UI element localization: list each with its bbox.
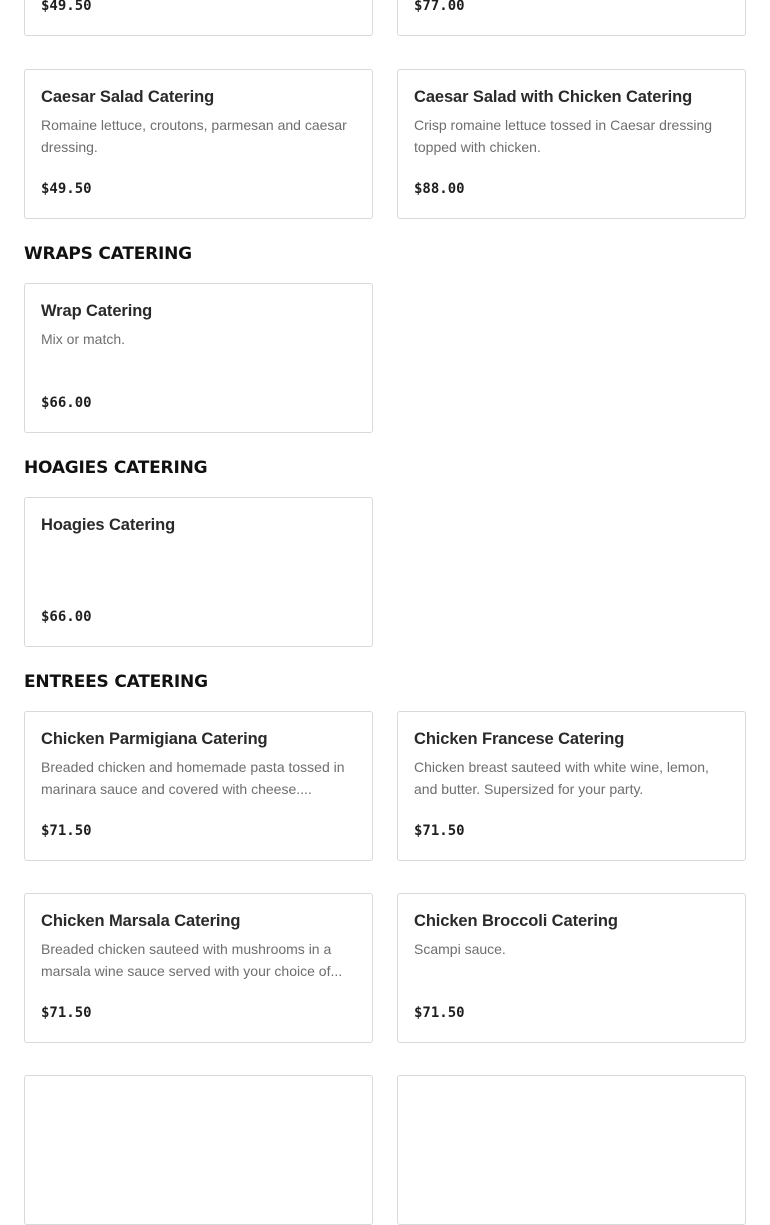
section-heading-wraps: WRAPS CATERING bbox=[24, 244, 192, 264]
item-title: Caesar Salad Catering bbox=[41, 88, 215, 106]
item-title: Wrap Catering bbox=[41, 302, 153, 320]
item-price: $66.00 bbox=[41, 395, 92, 411]
item-description: Breaded chicken and homemade pasta tossed in marinara sauce and covered with cheese.... bbox=[41, 759, 345, 797]
item-title: Chicken Marsala Catering bbox=[41, 912, 241, 930]
menu-item-card[interactable] bbox=[24, 1075, 373, 1225]
section-heading-hoagies: HOAGIES CATERING bbox=[24, 458, 208, 478]
menu-item-card[interactable] bbox=[24, 283, 373, 433]
menu-item-card[interactable] bbox=[397, 69, 746, 219]
item-description: Chicken breast sauteed with white wine, lemon, and butter. Supersized for your party. bbox=[414, 759, 709, 797]
item-title: Chicken Francese Catering bbox=[414, 730, 625, 748]
item-description: Mix or match. bbox=[41, 331, 126, 347]
item-price: $66.00 bbox=[41, 609, 92, 625]
menu-item-card[interactable] bbox=[397, 1075, 746, 1225]
menu-item-card[interactable] bbox=[24, 0, 373, 36]
item-title: Chicken Broccoli Catering bbox=[414, 912, 618, 930]
item-title: Hoagies Catering bbox=[41, 516, 176, 534]
menu-item-card[interactable] bbox=[24, 711, 373, 861]
item-price: $71.50 bbox=[41, 1005, 92, 1021]
item-price: $49.50 bbox=[41, 0, 92, 14]
menu-item-card[interactable] bbox=[24, 497, 373, 647]
item-price: $88.00 bbox=[414, 181, 465, 197]
menu-item-card[interactable] bbox=[397, 711, 746, 861]
item-price: $71.50 bbox=[41, 823, 92, 839]
item-price: $71.50 bbox=[414, 1005, 465, 1021]
section-heading-entrees: ENTREES CATERING bbox=[24, 672, 208, 692]
item-title: Chicken Parmigiana Catering bbox=[41, 730, 268, 748]
item-price: $71.50 bbox=[414, 823, 465, 839]
item-title: Caesar Salad with Chicken Catering bbox=[414, 88, 693, 106]
item-description: Romaine lettuce, croutons, parmesan and caesar dressing. bbox=[41, 117, 347, 155]
item-price: $77.00 bbox=[414, 0, 465, 14]
item-description: Breaded chicken sauteed with mushrooms in a marsala wine sauce served with your choice of... bbox=[41, 941, 343, 979]
menu-item-card[interactable] bbox=[397, 893, 746, 1043]
menu-item-card[interactable] bbox=[24, 893, 373, 1043]
menu-item-card[interactable] bbox=[24, 69, 373, 219]
menu-item-card[interactable] bbox=[397, 0, 746, 36]
item-description: Scampi sauce. bbox=[414, 941, 506, 957]
item-price: $49.50 bbox=[41, 181, 92, 197]
item-description: Crisp romaine lettuce tossed in Caesar dressing topped with chicken. bbox=[414, 117, 713, 155]
